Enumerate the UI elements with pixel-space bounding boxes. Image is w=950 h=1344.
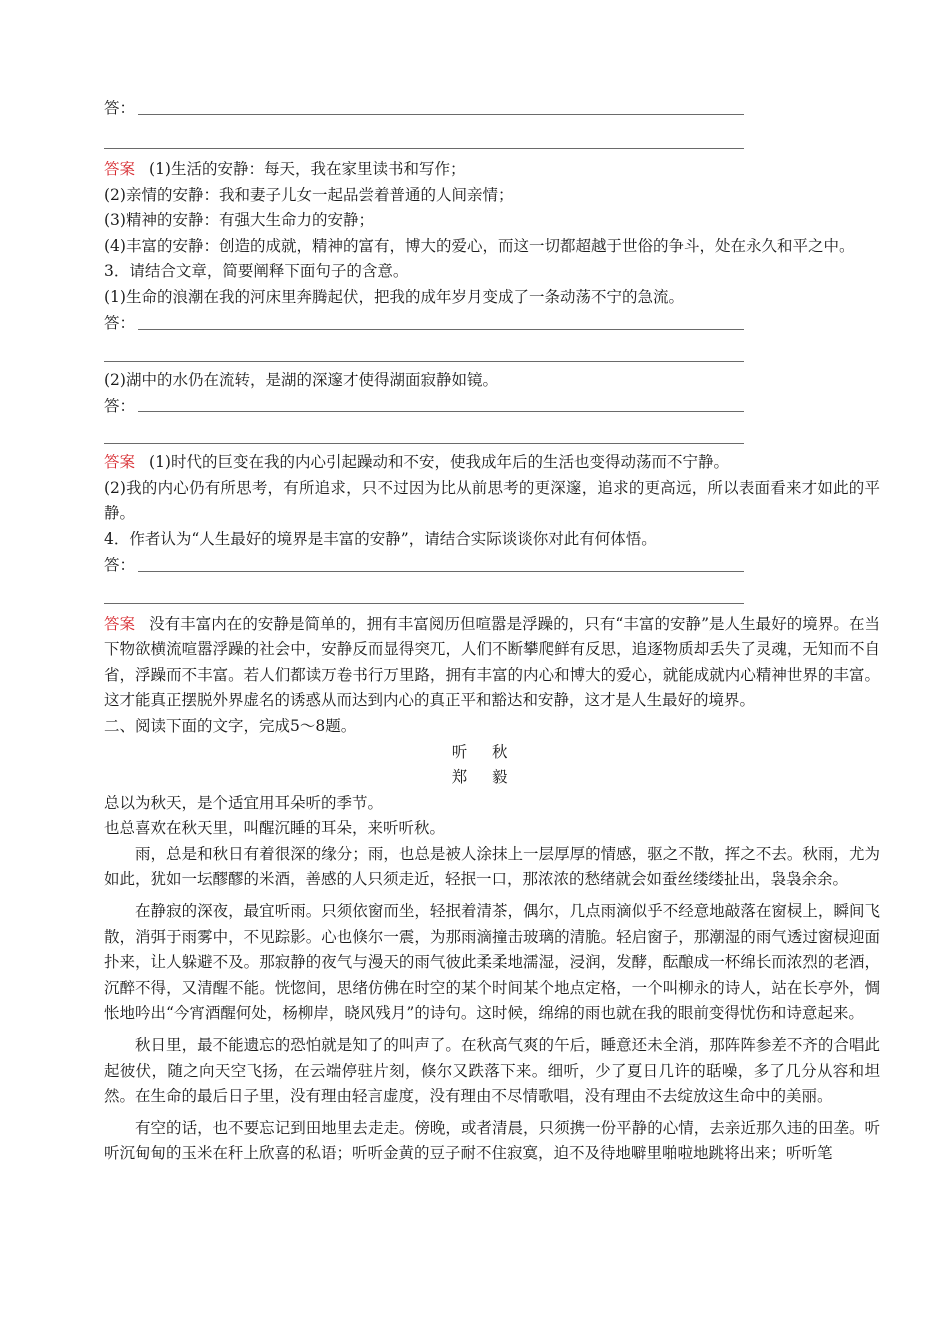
answer-key-line bbox=[104, 157, 880, 183]
answer-key-label: 答案 bbox=[104, 160, 136, 178]
answer-rule[interactable] bbox=[104, 419, 744, 444]
answer-paragraph bbox=[104, 612, 880, 714]
section-heading: 二、阅读下面的文字，完成5～8题。 bbox=[104, 716, 357, 735]
answer-rule[interactable] bbox=[138, 315, 744, 330]
answer-rule[interactable] bbox=[104, 337, 744, 362]
answer-key-label: 答案 bbox=[104, 614, 136, 633]
article-paragraph: 有空的话，也不要忘记到田地里去走走。傍晚，或者清晨，只须携一份平静的心情，去亲近那久违的田垄。听听沉甸甸的玉米在秆上欣喜的私语；听听金黄的豆子耐不住寂寞，迫不及待地噼里啪啦地跳将出来；听听笔 bbox=[104, 1118, 880, 1163]
answer-rule[interactable] bbox=[138, 557, 744, 572]
answer-text: (2)我的内心仍有所思考，有所追求，只不过因为比从前思考的更深邃，追求的更高远，所以表面看来才如此的平静。 bbox=[104, 478, 880, 523]
question-stem: 4．作者认为“人生最好的境界是丰富的安静”，请结合实际谈谈你对此有何体悟。 bbox=[104, 529, 657, 548]
answer-text: (2)亲情的安静：我和妻子儿女一起品尝着普通的人间亲情； bbox=[104, 185, 514, 204]
answer-text: 没有丰富内在的安静是简单的，拥有丰富阅历但喧嚣是浮躁的，只有“丰富的安静”是人生最好的境界。在当下物欲横流喧嚣浮躁的社会中，安静反而显得突兀，人们不断攀爬鲜有反思，追逐物质却丢失了灵魂，无知而不自省，浮躁而不丰富。若人们都读万卷书行万里路，拥有丰富的内心和博大的爱心，就能成就内心精神世界的丰富。这才能真正摆脱外界虚名的诱惑从而达到内心的真正平和豁达和安静，这才是人生最好的境界。 bbox=[104, 614, 880, 710]
answer-line bbox=[104, 393, 880, 419]
article-paragraph: 雨，总是和秋日有着很深的缘分；雨，也总是被人涂抹上一层厚厚的情感，驱之不散，挥之不去。秋雨，尤为如此，犹如一坛醪醪的米酒，善感的人只须走近，轻抿一口，那浓浓的愁绪就会如蚕丝缕缕扯出，袅袅余余。 bbox=[104, 844, 880, 889]
article-title: 听秋 bbox=[451, 742, 533, 761]
answer-rule[interactable] bbox=[104, 579, 744, 604]
answer-rule[interactable] bbox=[138, 397, 744, 412]
answer-key-line bbox=[104, 450, 880, 476]
answer-line bbox=[104, 96, 880, 122]
article-author: 郑毅 bbox=[451, 768, 533, 787]
article-paragraph: 也总喜欢在秋天里，叫醒沉睡的耳朵，来听听秋。 bbox=[104, 819, 446, 838]
answer-text: (4)丰富的安静：创造的成就，精神的富有，博大的爱心，而这一切都超越于世俗的争斗，处在永久和平之中。 bbox=[104, 236, 855, 255]
answer-text: (1)生活的安静：每天，我在家里读书和写作； bbox=[149, 160, 466, 178]
answer-rule[interactable] bbox=[104, 124, 744, 149]
question-stem: 3．请结合文章，简要阐释下面句子的含意。 bbox=[104, 262, 409, 281]
answer-text: (3)精神的安静：有强大生命力的安静； bbox=[104, 211, 374, 230]
answer-line bbox=[104, 553, 880, 579]
answer-text: (1)时代的巨变在我的内心引起躁动和不安，使我成年后的生活也变得动荡而不宁静。 bbox=[149, 453, 729, 472]
answer-label: 答： bbox=[104, 99, 136, 118]
question-sub: (1)生命的浪潮在我的河床里奔腾起伏，把我的成年岁月变成了一条动荡不宁的急流。 bbox=[104, 287, 684, 306]
answer-line bbox=[104, 311, 880, 337]
answer-label: 答： bbox=[104, 396, 136, 415]
answer-label: 答： bbox=[104, 555, 136, 574]
answer-key-label: 答案 bbox=[104, 453, 136, 472]
article-paragraph: 秋日里，最不能遗忘的恐怕就是知了的叫声了。在秋高气爽的午后，睡意还未全消，那阵阵参差不齐的合唱此起彼伏，随之向天空飞扬，在云端停驻片刻，倏尔又跌落下来。细听，少了夏日几许的聒噪，多了几分从容和坦然。在生命的最后日子里，没有理由轻言虚度，没有理由不尽情歌唱，没有理由不去绽放这生命中的美丽。 bbox=[104, 1036, 880, 1106]
article-paragraph: 在静寂的深夜，最宜听雨。只须依窗而坐，轻抿着清茶，偶尔，几点雨滴似乎不经意地敲落在窗棂上，瞬间飞散，消弭于雨雾中，不见踪影。心也倏尔一震，为那雨滴撞击玻璃的清脆。轻启窗子，那潮湿的雨气透过窗棂迎面扑来，让人躲避不及。那寂静的夜气与漫天的雨气彼此柔柔地濡湿，浸润，发酵，酝酿成一杯绵长而浓烈的老酒，沉醉不得，又清醒不能。恍惚间，思绪仿佛在时空的某个时间某个地点定格，一个叫柳永的诗人，站在长亭外，惆怅地吟出“今宵酒醒何处，杨柳岸，晓风残月”的诗句。这时候，绵绵的雨也就在我的眼前变得忧伤和诗意起来。 bbox=[104, 902, 880, 1023]
article-paragraph: 总以为秋天，是个适宜用耳朵听的季节。 bbox=[104, 793, 384, 812]
answer-label: 答： bbox=[104, 313, 136, 332]
question-sub: (2)湖中的水仍在流转，是湖的深邃才使得湖面寂静如镜。 bbox=[104, 370, 498, 389]
document-page bbox=[104, 96, 880, 1167]
answer-rule[interactable] bbox=[138, 100, 744, 115]
